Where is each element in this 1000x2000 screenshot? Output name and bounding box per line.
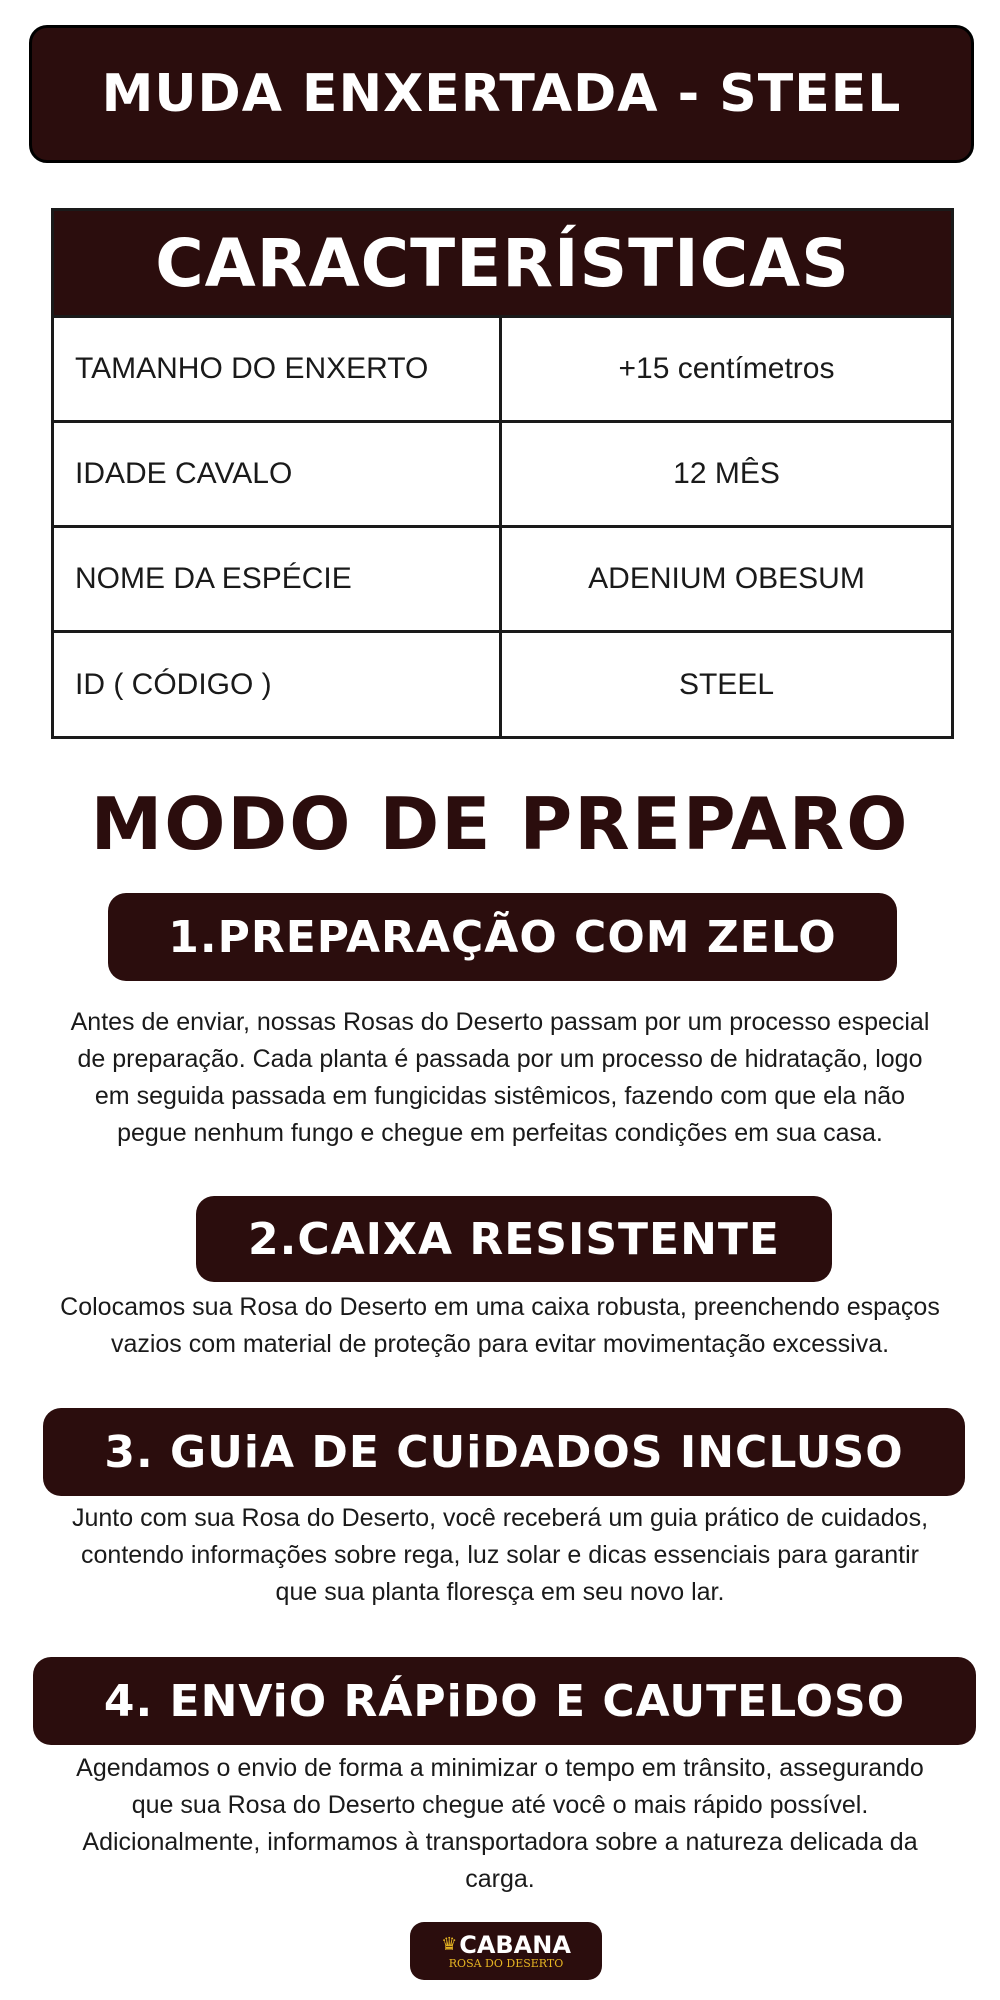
step-2-banner — [196, 1196, 832, 1282]
spec-label: IDADE CAVALO — [54, 423, 502, 525]
spec-value: 12 MÊS — [673, 457, 780, 490]
step-4-text: Agendamos o envio de forma a minimizar o tempo em trânsito, assegurando que sua Rosa do Deserto chegue até você o mais rápido possível. Adicionalmente, informamos à transportadora sobre a natureza delicada da carga. — [76, 1754, 924, 1893]
logo-main-text: CABANA — [459, 1930, 571, 1959]
table-row — [54, 318, 951, 423]
table-row — [54, 633, 951, 737]
table-row — [54, 423, 951, 528]
characteristics-table — [51, 208, 954, 739]
spec-value: STEEL — [678, 668, 775, 701]
logo-subtitle: ROSA DO DESERTO — [448, 1956, 564, 1970]
characteristics-heading: CARACTERÍSTICAS — [155, 224, 850, 302]
crown-icon: ♛ — [441, 1933, 458, 1955]
page-title: MUDA ENXERTADA - STEEL — [101, 64, 902, 124]
spec-value: +15 centímetros — [618, 352, 835, 385]
spec-label: NOME DA ESPÉCIE — [54, 528, 502, 630]
characteristics-header — [54, 211, 951, 318]
mode-title: MODO DE PREPARO — [90, 782, 910, 866]
step-3-heading: 3. GUiA DE CUiDADOS INCLUSO — [104, 1426, 904, 1478]
title-banner — [29, 25, 974, 163]
table-row — [54, 528, 951, 633]
step-1-heading: 1.PREPARAÇÃO COM ZELO — [168, 911, 837, 963]
step-4-banner — [33, 1657, 976, 1745]
step-2-text: Colocamos sua Rosa do Deserto em uma caixa robusta, preenchendo espaços vazios com material de proteção para evitar movimentação excessiva. — [60, 1293, 940, 1358]
step-3-text: Junto com sua Rosa do Deserto, você receberá um guia prático de cuidados, contendo informações sobre rega, luz solar e dicas essenciais para garantir que sua planta floresça em seu novo lar. — [71, 1504, 929, 1606]
spec-value: ADENIUM OBESUM — [588, 562, 865, 595]
step-4-heading: 4. ENViO RÁPiDO E CAUTELOSO — [103, 1675, 906, 1727]
spec-label: TAMANHO DO ENXERTO — [54, 318, 502, 420]
step-2-heading: 2.CAIXA RESISTENTE — [248, 1213, 780, 1265]
step-1-banner — [108, 893, 897, 981]
spec-label: ID ( CÓDIGO ) — [54, 633, 502, 737]
step-3-banner — [43, 1408, 965, 1496]
step-1-text: Antes de enviar, nossas Rosas do Deserto passam por um processo especial de preparação. Cada planta é passada por um processo de hidratação, logo em seguida passada em fungicidas sistêmicos, fazendo com que ela não pegue nenhum fungo e chegue em perfeitas condições em sua casa. — [70, 1008, 930, 1147]
brand-logo — [410, 1922, 602, 1980]
